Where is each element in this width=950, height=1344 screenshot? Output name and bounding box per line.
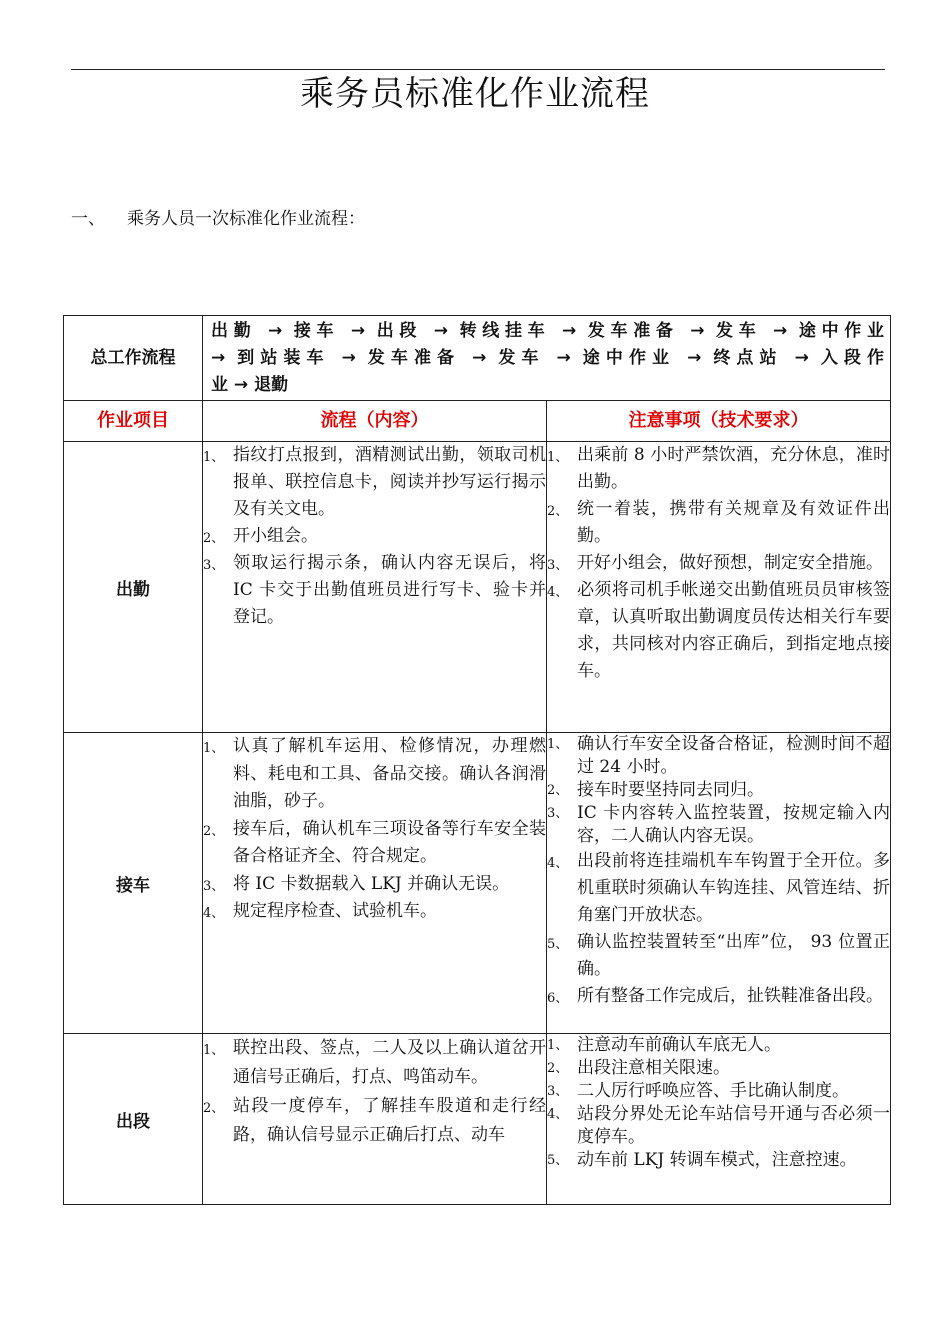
section-heading <box>71 206 365 232</box>
table-row <box>64 733 891 1034</box>
row-name: 接车 <box>116 875 150 896</box>
section-number: 一、 <box>71 209 105 229</box>
notes-list <box>547 442 890 685</box>
item-number: 5、 <box>547 937 569 952</box>
item-text: 联控出段、签点，二人及以上确认道岔开通信号正确后，打点、鸣笛动车。 <box>233 1038 546 1087</box>
item-text: 注意动车前确认车底无人。 <box>577 1035 781 1055</box>
item-text: 领取运行揭示条，确认内容无误后，将 IC 卡交于出勤值班员进行写卡、验卡并登记。 <box>233 553 546 627</box>
item-number: 4、 <box>547 1107 569 1122</box>
item-text: 动车前 LKJ 转调车模式，注意控速。 <box>577 1150 857 1170</box>
item-text: 接车后，确认机车三项设备等行车安全装备合格证齐全、符合规定。 <box>233 818 546 866</box>
item-text: 出乘前 8 小时严禁饮酒，充分休息，准时出勤。 <box>577 445 890 492</box>
overall-flow-text <box>203 316 890 399</box>
process-list <box>203 1034 546 1150</box>
header-process: 流程（内容） <box>320 410 429 431</box>
list-item <box>547 577 890 685</box>
item-text: 将 IC 卡数据载入 LKJ 并确认无误。 <box>233 873 510 894</box>
list-item <box>547 1057 890 1080</box>
overall-flow-line: 出勤 → 接车 → 出段 → 转线挂车 → 发车准备 → 发车 → 途中作业 <box>211 321 884 341</box>
item-number: 3、 <box>203 558 225 573</box>
list-item <box>203 733 546 816</box>
table-row <box>64 442 891 733</box>
item-text: 开小组会。 <box>233 526 318 546</box>
item-text: 出段前将连挂端机车车钩置于全开位。多机重联时须确认车钩连挂、风管连结、折角塞门开放状态。 <box>577 851 890 925</box>
list-item <box>547 1034 890 1057</box>
list-item <box>547 848 890 929</box>
list-item <box>547 550 890 577</box>
item-text: 确认行车安全设备合格证，检测时间不超过 24 小时。 <box>577 734 890 777</box>
item-text: 统一着装，携带有关规章及有效证件出勤。 <box>577 499 890 546</box>
row-name-cell <box>64 1034 203 1205</box>
process-list <box>203 733 546 926</box>
item-number: 1、 <box>203 741 225 756</box>
process-cell <box>203 442 547 733</box>
row-name-cell <box>64 442 203 733</box>
item-text: 规定程序检查、试验机车。 <box>233 901 437 921</box>
item-number: 3、 <box>547 1084 569 1099</box>
item-number: 2、 <box>203 531 225 546</box>
header-row <box>64 401 891 442</box>
list-item <box>203 1034 546 1092</box>
item-text: IC 卡内容转入监控装置，按规定输入内容，二人确认内容无误。 <box>577 803 890 846</box>
overall-flow-line: → 到站装车 → 发车准备 → 发车 → 途中作业 → 终点站 → 入段作 <box>211 348 884 368</box>
section-text: 乘务人员一次标准化作业流程： <box>127 209 365 229</box>
item-text: 认真了解机车运用、检修情况，办理燃料、耗电和工具、备品交接。确认各润滑油脂，砂子。 <box>233 736 546 811</box>
list-item <box>203 816 546 871</box>
process-list <box>203 442 546 631</box>
header-process-cell <box>203 401 547 442</box>
overall-flow-label-cell <box>64 316 203 401</box>
overall-flow-label: 总工作流程 <box>90 348 176 368</box>
list-item <box>547 1080 890 1103</box>
process-table <box>63 315 891 1205</box>
item-text: 必须将司机手帐递交出勤值班员员审核签章，认真听取出勤调度员传达相关行车要求，共同核对内容正确后，到指定地点接车。 <box>577 580 890 681</box>
item-text: 开好小组会，做好预想，制定安全措施。 <box>577 553 883 573</box>
item-text: 确认监控装置转至“出库”位， 93 位置正确。 <box>577 932 890 979</box>
list-item <box>203 871 546 899</box>
notes-cell <box>547 1034 891 1205</box>
list-item <box>203 1092 546 1150</box>
overall-flow-cell <box>203 316 891 401</box>
item-text: 接车时要坚持同去同归。 <box>577 780 764 800</box>
item-number: 1、 <box>547 737 569 752</box>
list-item <box>547 983 890 1010</box>
notes-cell <box>547 733 891 1034</box>
document-title: 乘务员标准化作业流程 <box>300 74 650 114</box>
item-text: 站段一度停车，了解挂车股道和走行经路，确认信号显示正确后打点、动车 <box>233 1096 546 1145</box>
list-item <box>547 929 890 983</box>
item-number: 2、 <box>203 1101 225 1116</box>
list-item <box>203 550 546 631</box>
item-text: 二人厉行呼唤应答、手比确认制度。 <box>577 1081 849 1101</box>
notes-cell <box>547 442 891 733</box>
process-cell <box>203 1034 547 1205</box>
item-number: 2、 <box>547 783 569 798</box>
item-number: 1、 <box>203 450 225 465</box>
list-item <box>547 1149 890 1172</box>
list-item <box>547 802 890 848</box>
item-number: 5、 <box>547 1153 569 1168</box>
item-number: 4、 <box>203 906 225 921</box>
process-cell <box>203 733 547 1034</box>
item-number: 1、 <box>547 1038 569 1053</box>
item-number: 1、 <box>547 450 569 465</box>
row-name: 出勤 <box>116 579 150 600</box>
list-item <box>203 442 546 523</box>
item-number: 1、 <box>203 1043 225 1058</box>
item-number: 2、 <box>547 1061 569 1076</box>
item-number: 3、 <box>203 878 225 894</box>
header-item-cell <box>64 401 203 442</box>
overall-flow-line: 业 → 退勤 <box>211 375 289 395</box>
item-text: 所有整备工作完成后，扯铁鞋准备出段。 <box>577 986 883 1006</box>
header-item: 作业项目 <box>97 410 169 431</box>
header-notes: 注意事项（技术要求） <box>628 410 809 431</box>
list-item <box>547 1103 890 1149</box>
item-text: 指纹打点报到，酒精测试出勤，领取司机报单、联控信息卡，阅读并抄写运行揭示及有关文电。 <box>233 445 546 519</box>
item-number: 3、 <box>547 806 569 821</box>
row-name-cell <box>64 733 203 1034</box>
item-number: 6、 <box>547 991 569 1006</box>
header-notes-cell <box>547 401 891 442</box>
item-number: 2、 <box>203 823 225 839</box>
item-number: 3、 <box>547 558 569 573</box>
list-item <box>203 523 546 550</box>
notes-list <box>547 1034 890 1172</box>
list-item <box>203 898 546 926</box>
item-number: 2、 <box>547 504 569 519</box>
item-number: 4、 <box>547 585 569 600</box>
item-number: 4、 <box>547 856 569 871</box>
list-item <box>547 733 890 779</box>
table-row <box>64 1034 891 1205</box>
overall-flow-row <box>64 316 891 401</box>
list-item <box>547 779 890 802</box>
item-text: 站段分界处无论车站信号开通与否必须一度停车。 <box>577 1104 890 1147</box>
list-item <box>547 442 890 496</box>
row-name: 出段 <box>116 1111 150 1132</box>
list-item <box>547 496 890 550</box>
item-text: 出段注意相关限速。 <box>577 1058 730 1078</box>
notes-list <box>547 733 890 1010</box>
